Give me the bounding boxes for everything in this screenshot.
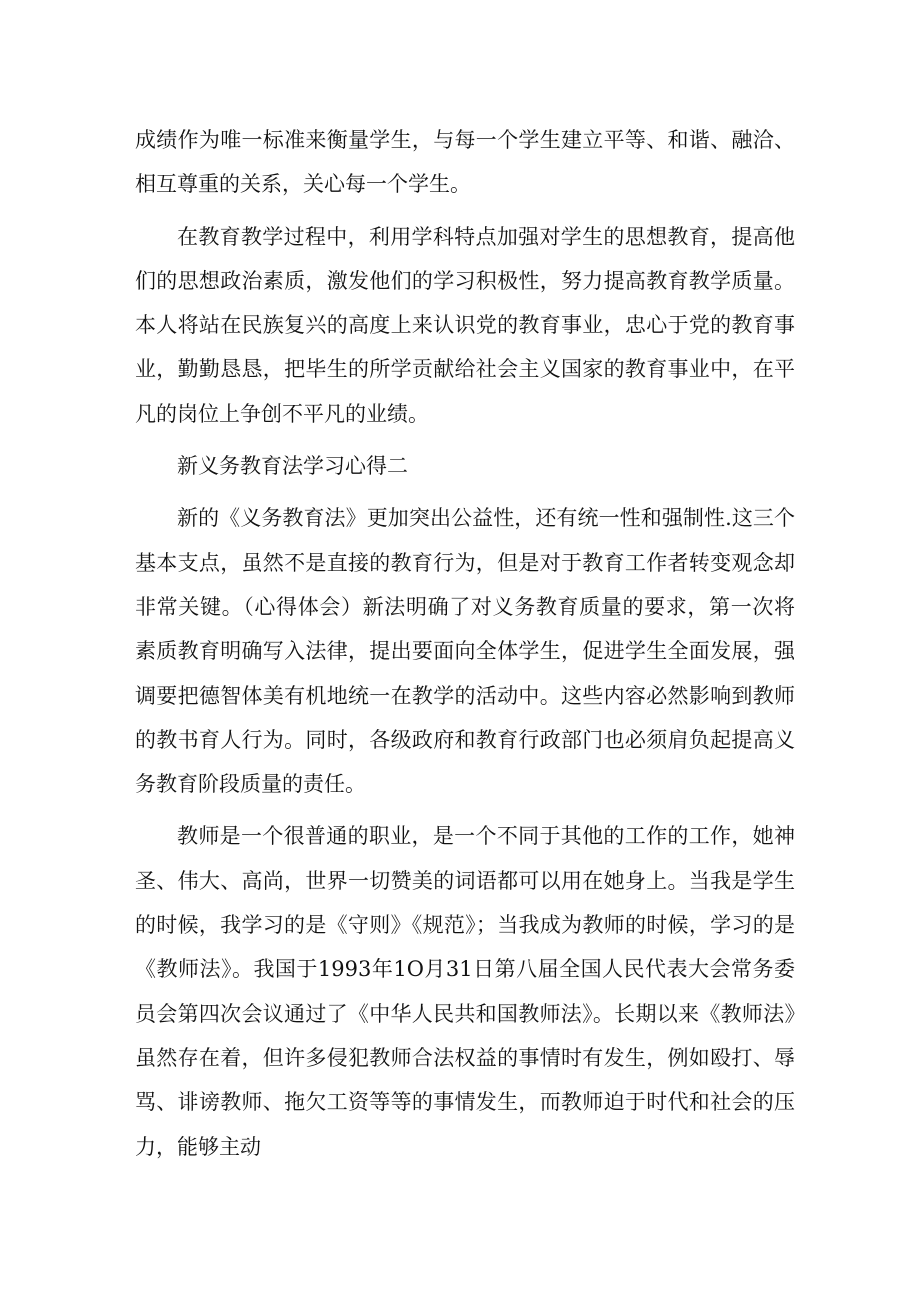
paragraph-new-law: 新的《义务教育法》更加突出公益性，还有统一性和强制性.这三个基本支点，虽然不是直接的教育行为，但是对于教育工作者转变观念却非常关键。（心得体会）新法明确了对义务教育质量的要求，第一次将素质教育明确写入法律，提出要面向全体学生，促进学生全面发展，强调要把德智体美有机地统一在教学的活动中。这些内容必然影响到教师的教书育人行为。同时，各级政府和教育行政部门也必须肩负起提高义务教育阶段质量的责任。	[135, 506, 795, 797]
document-body	[135, 118, 795, 1169]
paragraph-teacher-profession: 教师是一个很普通的职业，是一个不同于其他的工作的工作，她神圣、伟大、高尚，世界一切赞美的词语都可以用在她身上。当我是学生的时候，我学习的是《守则》《规范》；当我成为教师的时候，学习的是《教师法》。我国于1993年1O月31日第八届全国人民代表大会常务委员会第四次会议通过了《中华人民共和国教师法》。长期以来《教师法》虽然存在着，但许多侵犯教师合法权益的事情时有发生，例如殴打、辱骂、诽谤教师、拖欠工资等等的事情发生，而教师迫于时代和社会的压力，能够主动	[135, 824, 795, 1159]
section-heading: 新义务教育法学习心得二	[177, 454, 408, 479]
paragraph-teaching-process: 在教育教学过程中，利用学科特点加强对学生的思想教育，提高他们的思想政治素质，激发他们的学习积极性，努力提高教育教学质量。本人将站在民族复兴的高度上来认识党的教育事业，忠心于党的教育事业，勤勤恳恳，把毕生的所学贡献给社会主义国家的教育事业中，在平凡的岗位上争创不平凡的业绩。	[135, 224, 795, 426]
paragraph-continued: 成绩作为唯一标准来衡量学生，与每一个学生建立平等、和谐、融洽、相互尊重的关系，关心每一个学生。	[135, 128, 795, 197]
